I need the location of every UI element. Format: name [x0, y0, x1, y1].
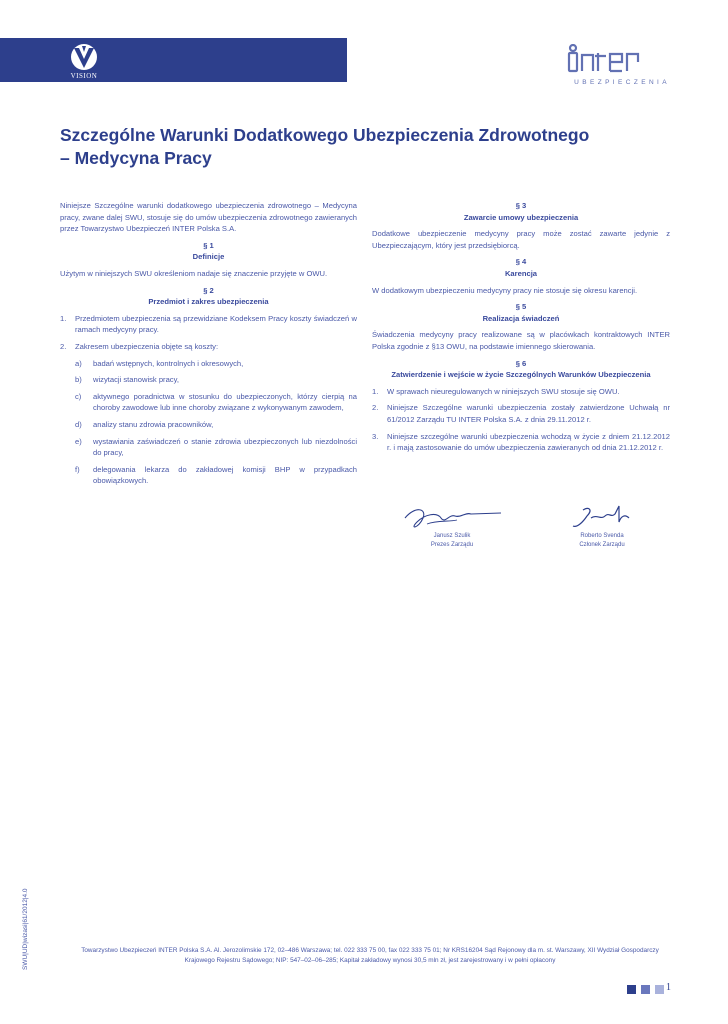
list-item-text: Niniejsze szczególne warunki ubezpieczenia wchodzą w życie z dniem 21.12.2012 r. i mają zastosowanie do umów ubezpieczenia zawieranych od dnia 21.12.2012 r. — [387, 431, 670, 453]
header-bar — [0, 38, 347, 82]
sub-list-item-letter: d) — [75, 419, 82, 429]
document-title — [60, 124, 660, 170]
section-4-title: Karencja — [504, 268, 538, 278]
list-item-text: W sprawach nieuregulowanych w niniejszych SWU stosuje się OWU. — [387, 386, 620, 396]
section-1-title: Definicje — [192, 252, 225, 262]
page-mark-square — [641, 985, 650, 994]
section-4-number: § 4 — [515, 257, 527, 267]
list-item-text: Niniejsze Szczególne warunki ubezpieczenia zostały zatwierdzone Uchwałą nr 61/2012 Zarządu TU INTER Polska S.A. z dnia 29.11.2012 r. — [387, 403, 670, 424]
section-5-number: § 5 — [515, 302, 527, 312]
signatory-name: Roberto Svenda — [580, 533, 624, 539]
list-item — [60, 341, 357, 353]
sub-list-item-text: wizytacji stanowisk pracy, — [93, 375, 179, 385]
list-item — [372, 402, 670, 425]
inter-logo — [566, 44, 670, 86]
section-1-text: Użytym w niniejszych SWU określeniom nadaje się znaczenie przyjęte w OWU. — [60, 268, 328, 278]
footer-line-1: Towarzystwo Ubezpieczeń INTER Polska S.A. Al. Jerozolimskie 172, 02–486 Warszawa; tel. 022 333 75 00, fax 022 333 75 01; Nr KRS16204 Sąd Rejonowy dla m. st. Warszawy, XII Wydział Gospodarczy — [81, 947, 659, 954]
handwritten-signature-icon — [397, 504, 507, 532]
sub-list-item — [60, 358, 357, 370]
document-code: SWU|UD|wizasi|61/2012|4.0 — [22, 888, 29, 970]
signatory-role: Członek Zarządu — [579, 541, 625, 548]
sub-list-item-letter: c) — [75, 391, 82, 401]
list-item-number: 1. — [60, 313, 67, 323]
footer-line-2: Krajowego Rejestru Sądowego; NIP: 547–02–06–285; Kapitał zakładowy wynosi 30,5 mln zł, jest zarejestrowany i w pełni opłacony — [184, 957, 556, 964]
section-5-title: Realizacja świadczeń — [482, 313, 560, 323]
section-1-number: § 1 — [203, 240, 214, 250]
list-item-text: Zakresem ubezpieczenia objęte są koszty: — [75, 341, 219, 351]
handwritten-signature-icon — [557, 504, 647, 532]
page-mark-square — [627, 985, 636, 994]
signature-block-member — [542, 504, 662, 549]
sub-list-item-letter: a) — [75, 358, 82, 368]
section-5-text: Świadczenia medycyny pracy realizowane są w placówkach kontraktowych INTER Polska zgodnie z §13 OWU, na podstawie imiennego skierowania. — [372, 330, 670, 351]
vision-logo — [62, 42, 106, 82]
list-item-number: 2. — [372, 403, 379, 413]
sub-list-item — [60, 464, 357, 487]
right-column — [372, 200, 670, 459]
section-2-title: Przedmiot i zakres ubezpieczenia — [148, 297, 269, 307]
signatures — [372, 504, 670, 554]
section-3-text: Dodatkowe ubezpieczenie medycyny pracy może zostać zawarte jedynie z Ubezpieczającym, który jest przedsiębiorcą. — [372, 229, 670, 250]
page-number: 1 — [666, 982, 671, 993]
left-column — [60, 200, 357, 492]
sub-list-item-text: wystawiania zaświadczeń o stanie zdrowia ubezpieczonych lub niezdolności do pracy, — [93, 436, 357, 458]
signatory-role: Prezes Zarządu — [430, 541, 474, 548]
list-item-number: 2. — [60, 341, 67, 351]
footer — [50, 946, 690, 966]
sub-list-item-letter: e) — [75, 436, 82, 446]
inter-logo-icon — [566, 44, 670, 74]
sub-list-item — [60, 436, 357, 459]
section-6-number: § 6 — [515, 358, 527, 368]
list-item-text: Przedmiotem ubezpieczenia są przewidziane Kodeksem Pracy koszty świadczeń w ramach medycyny pracy. — [75, 313, 357, 335]
sub-list-item-text: badań wstępnych, kontrolnych i okresowych, — [93, 358, 244, 368]
section-2-number: § 2 — [203, 285, 214, 295]
sub-list-item — [60, 419, 357, 431]
signatory-name: Janusz Szulik — [433, 533, 471, 539]
intro-paragraph: Niniejsze Szczególne warunki dodatkowego ubezpieczenia zdrowotnego – Medycyna pracy, zwane dalej SWU, stosuje się do umów ubezpieczenia zdrowotnego zawieranych przez Towarzystwo Ubezpieczeń INTER Polska S.A. — [60, 201, 357, 234]
vision-logo-text: VISION — [70, 72, 98, 80]
sub-list-item — [60, 391, 357, 414]
sub-list-item-text: delegowania lekarza do zakładowej komisji BHP w przypadkach obowiązkowych. — [93, 464, 357, 486]
inter-logo-subtext: UBEZPIECZENIA — [574, 79, 670, 86]
signature-block-president — [392, 504, 512, 549]
list-item-number: 1. — [372, 386, 379, 396]
list-item — [372, 431, 670, 454]
section-6-title: Zatwierdzenie i wejście w życie Szczególnych Warunków Ubezpieczenia — [391, 370, 651, 380]
sub-list-item-letter: b) — [75, 375, 82, 385]
list-item-number: 3. — [372, 431, 379, 441]
section-3-number: § 3 — [515, 201, 527, 210]
section-3-title: Zawarcie umowy ubezpieczenia — [463, 212, 579, 222]
section-4-text: W dodatkowym ubezpieczeniu medycyny pracy nie stosuje się okresu karencji. — [372, 285, 638, 295]
title-line-1: Szczególne Warunki Dodatkowego Ubezpieczenia Zdrowotnego — [60, 125, 590, 145]
page-mark-square — [655, 985, 664, 994]
sub-list-item — [60, 374, 357, 386]
sub-list-item-text: aktywnego poradnictwa w stosunku do ubezpieczonych, którzy cierpią na choroby zawodowe lub inne choroby związane z wykonywanym zawodem, — [93, 391, 357, 413]
sub-list-item-letter: f) — [75, 464, 80, 474]
list-item — [60, 313, 357, 336]
list-item — [372, 386, 670, 398]
sub-list-item-text: analizy stanu zdrowia pracowników, — [93, 419, 214, 429]
vision-logo-icon — [62, 42, 106, 72]
title-line-2: – Medycyna Pracy — [60, 148, 212, 168]
